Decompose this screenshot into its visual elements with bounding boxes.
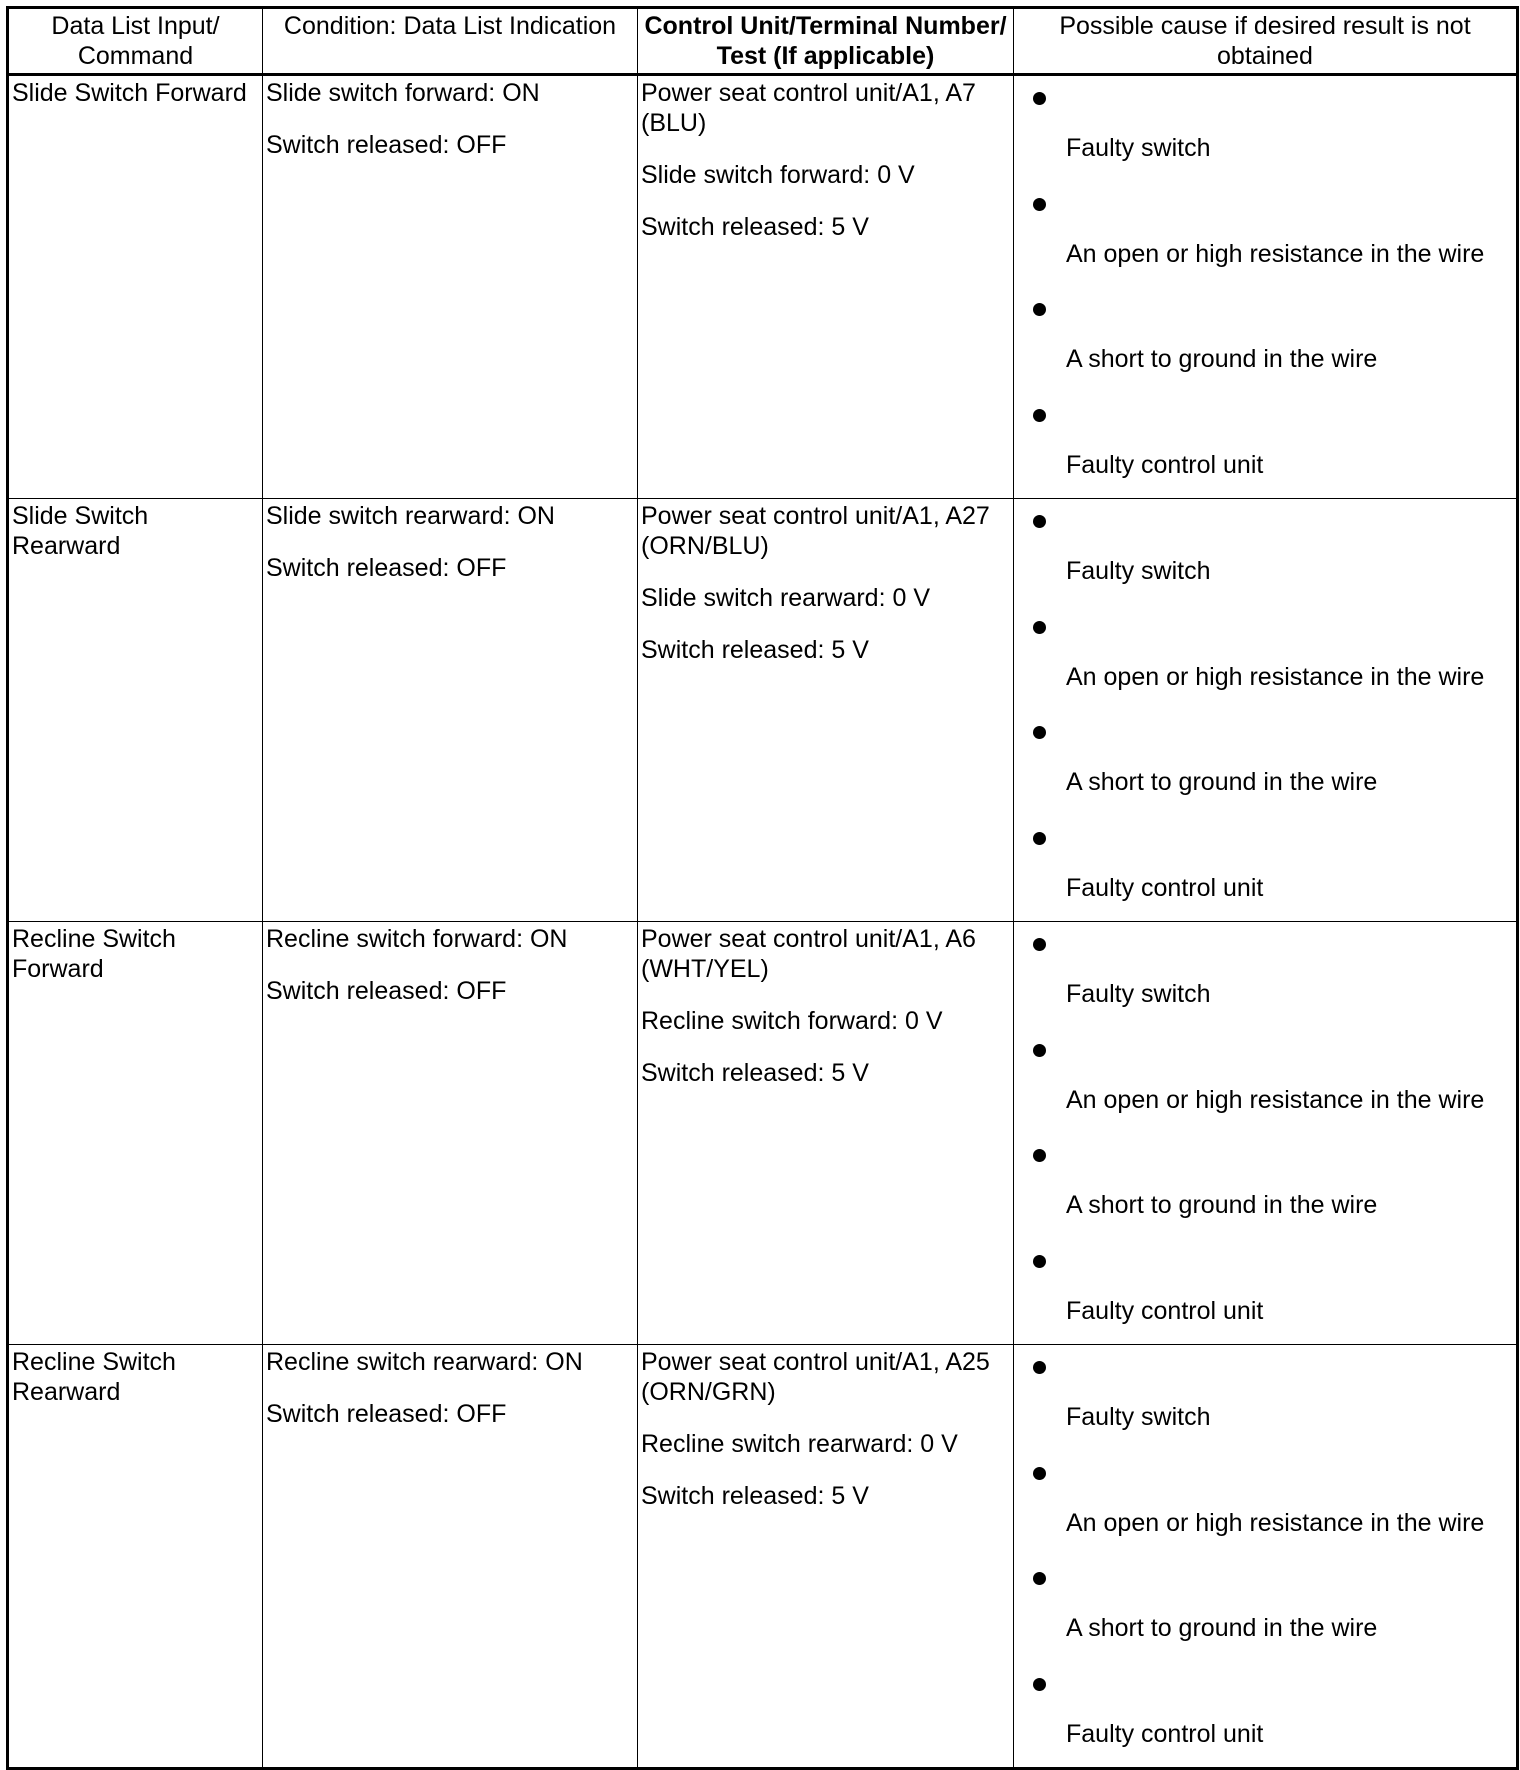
cause-item xyxy=(1014,287,1516,393)
cell-input xyxy=(8,499,263,922)
condition-on: Recline switch forward: ON xyxy=(266,925,568,953)
cell-condition xyxy=(263,922,638,1345)
bullet-icon xyxy=(1033,515,1046,528)
cell-input xyxy=(8,75,263,499)
bullet-icon xyxy=(1033,1149,1046,1162)
cell-terminal xyxy=(638,499,1014,922)
cell-condition xyxy=(263,499,638,922)
test-off: Switch released: 5 V xyxy=(641,1059,869,1087)
cause-item xyxy=(1014,182,1516,288)
cause-item xyxy=(1014,605,1516,711)
table-row xyxy=(8,499,1518,922)
cause-item xyxy=(1014,1556,1516,1662)
input-label: Slide Switch Forward xyxy=(12,79,247,107)
cause-text: Faulty control unit xyxy=(1066,1296,1264,1325)
causes-list xyxy=(1014,922,1516,1344)
table-row xyxy=(8,922,1518,1345)
bullet-icon xyxy=(1033,303,1046,316)
cause-item xyxy=(1014,1133,1516,1239)
cell-input xyxy=(8,922,263,1345)
table-body xyxy=(8,75,1518,1769)
test-on: Recline switch rearward: 0 V xyxy=(641,1430,958,1458)
cause-item xyxy=(1014,1345,1516,1451)
cause-item xyxy=(1014,393,1516,499)
input-label: Recline Switch Forward xyxy=(12,925,176,983)
cell-causes xyxy=(1014,922,1518,1345)
condition-off: Switch released: OFF xyxy=(266,1400,507,1428)
cell-condition xyxy=(263,75,638,499)
cell-terminal xyxy=(638,75,1014,499)
test-on: Slide switch forward: 0 V xyxy=(641,161,915,189)
test-off: Switch released: 5 V xyxy=(641,213,869,241)
bullet-icon xyxy=(1033,938,1046,951)
bullet-icon xyxy=(1033,1467,1046,1480)
terminal-label: Power seat control unit/A1, A27 (ORN/BLU) xyxy=(641,502,990,560)
bullet-icon xyxy=(1033,92,1046,105)
cause-text: Faulty switch xyxy=(1066,980,1211,1008)
bullet-icon xyxy=(1033,621,1046,634)
test-off: Switch released: 5 V xyxy=(641,636,869,664)
condition-on: Slide switch rearward: ON xyxy=(266,502,555,530)
cause-text: Faulty switch xyxy=(1066,1403,1211,1431)
test-on: Slide switch rearward: 0 V xyxy=(641,584,931,612)
input-label: Recline Switch Rearward xyxy=(12,1348,176,1406)
bullet-icon xyxy=(1033,1255,1046,1268)
cause-text: Faulty switch xyxy=(1066,134,1211,162)
cell-causes xyxy=(1014,1345,1518,1769)
condition-off: Switch released: OFF xyxy=(266,554,507,582)
cause-text: Faulty switch xyxy=(1066,557,1211,585)
cause-item xyxy=(1014,1451,1516,1557)
cell-condition xyxy=(263,1345,638,1769)
input-label: Slide Switch Rearward xyxy=(12,502,149,560)
cell-terminal xyxy=(638,1345,1014,1769)
causes-list xyxy=(1014,1345,1516,1767)
cause-item xyxy=(1014,1662,1516,1768)
header-possible-cause: Possible cause if desired result is not obtained xyxy=(1014,8,1518,75)
bullet-icon xyxy=(1033,1361,1046,1374)
test-off: Switch released: 5 V xyxy=(641,1482,869,1510)
causes-list xyxy=(1014,499,1516,921)
cell-causes xyxy=(1014,499,1518,922)
cause-text: Faulty control unit xyxy=(1066,873,1264,902)
diagnostic-table xyxy=(6,6,1519,1770)
table-header xyxy=(8,8,1518,75)
bullet-icon xyxy=(1033,1044,1046,1057)
cause-text: A short to ground in the wire xyxy=(1066,1614,1378,1642)
cause-item xyxy=(1014,710,1516,816)
cause-text: An open or high resistance in the wire xyxy=(1066,1085,1485,1114)
cause-text: A short to ground in the wire xyxy=(1066,345,1378,373)
cause-text: An open or high resistance in the wire xyxy=(1066,662,1485,691)
cause-item xyxy=(1014,1028,1516,1134)
bullet-icon xyxy=(1033,409,1046,422)
cell-terminal xyxy=(638,922,1014,1345)
bullet-icon xyxy=(1033,1572,1046,1585)
cause-text: An open or high resistance in the wire xyxy=(1066,1508,1485,1537)
causes-list xyxy=(1014,76,1516,498)
cell-input xyxy=(8,1345,263,1769)
header-condition: Condition: Data List Indication xyxy=(263,8,638,75)
condition-on: Recline switch rearward: ON xyxy=(266,1348,583,1376)
terminal-label: Power seat control unit/A1, A7 (BLU) xyxy=(641,79,976,137)
bullet-icon xyxy=(1033,198,1046,211)
cause-item xyxy=(1014,816,1516,922)
cause-text: An open or high resistance in the wire xyxy=(1066,239,1485,268)
cause-item xyxy=(1014,1239,1516,1345)
cell-causes xyxy=(1014,75,1518,499)
bullet-icon xyxy=(1033,832,1046,845)
cause-text: Faulty control unit xyxy=(1066,450,1264,479)
cause-text: A short to ground in the wire xyxy=(1066,1191,1378,1219)
condition-off: Switch released: OFF xyxy=(266,131,507,159)
terminal-label: Power seat control unit/A1, A25 (ORN/GRN) xyxy=(641,1348,990,1406)
condition-on: Slide switch forward: ON xyxy=(266,79,540,107)
cause-text: A short to ground in the wire xyxy=(1066,768,1378,796)
cause-item xyxy=(1014,499,1516,605)
header-data-list-input: Data List Input/ Command xyxy=(8,8,263,75)
cause-text: Faulty control unit xyxy=(1066,1719,1264,1748)
condition-off: Switch released: OFF xyxy=(266,977,507,1005)
bullet-icon xyxy=(1033,1678,1046,1691)
table-row xyxy=(8,1345,1518,1769)
test-on: Recline switch forward: 0 V xyxy=(641,1007,943,1035)
terminal-label: Power seat control unit/A1, A6 (WHT/YEL) xyxy=(641,925,976,983)
bullet-icon xyxy=(1033,726,1046,739)
header-row xyxy=(8,8,1518,75)
header-control-unit-terminal: Control Unit/Terminal Number/ Test (If applicable) xyxy=(638,8,1014,75)
cause-item xyxy=(1014,922,1516,1028)
table-row xyxy=(8,75,1518,499)
cause-item xyxy=(1014,76,1516,182)
